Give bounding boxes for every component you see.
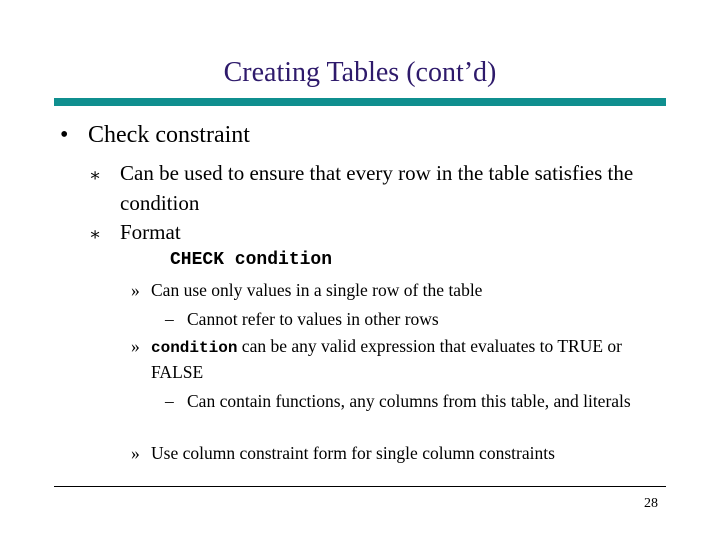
page-number: 28	[644, 496, 658, 511]
asterisk-bullet-icon: ∗	[89, 165, 102, 185]
bullet-dot-icon: •	[60, 122, 69, 148]
level4-text: Cannot refer to values in other rows	[187, 309, 439, 329]
inline-code-condition: condition	[151, 339, 238, 357]
guillemet-bullet-icon: »	[131, 336, 140, 356]
sub-bullet-text: Format	[120, 220, 181, 244]
check-syntax-code: CHECK condition	[170, 250, 333, 270]
level3-text: Use column constraint form for single column constraints	[151, 443, 555, 463]
bullet-text: Check constraint	[88, 122, 250, 148]
sub-bullet-text: Can be used to ensure that every row in the table satisfies the condition	[120, 161, 634, 215]
dash-bullet-icon: –	[165, 391, 174, 411]
slide-title: Creating Tables (cont’d)	[223, 57, 497, 88]
dash-bullet-icon: –	[165, 309, 174, 329]
level3-text: Can use only values in a single row of the table	[151, 280, 483, 300]
guillemet-bullet-icon: »	[131, 280, 140, 300]
guillemet-bullet-icon: »	[131, 443, 140, 463]
level4-text: Can contain functions, any columns from this table, and literals	[187, 391, 631, 411]
asterisk-bullet-icon: ∗	[89, 224, 102, 244]
footer-rule	[54, 486, 666, 487]
level3-text-rest: can be any valid expression that evaluates to TRUE or FALSE	[151, 336, 622, 382]
level3-text	[151, 334, 631, 384]
title-underline	[54, 98, 666, 106]
